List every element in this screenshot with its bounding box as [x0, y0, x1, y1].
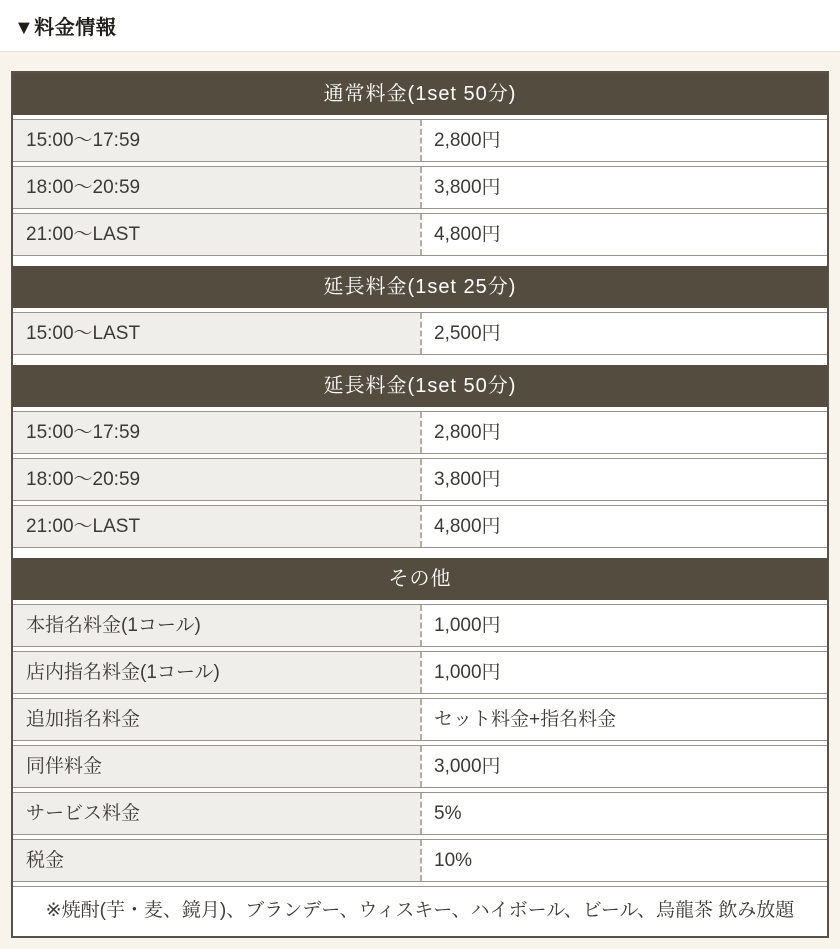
- table-row: [13, 698, 827, 741]
- row-value: 3,000円: [420, 746, 827, 787]
- table-row: [13, 312, 827, 355]
- row-label: 15:00〜17:59: [13, 120, 420, 161]
- row-value: 2,500円: [420, 313, 827, 354]
- row-label: 21:00〜LAST: [13, 506, 420, 547]
- table-row: [13, 651, 827, 694]
- price-section: [13, 73, 827, 256]
- row-label: 18:00〜20:59: [13, 167, 420, 208]
- page-title: ▼料金情報: [14, 17, 117, 39]
- table-row: [13, 839, 827, 882]
- row-label: 18:00〜20:59: [13, 459, 420, 500]
- drink-plan-note: ※焼酎(芋・麦、鏡月)、ブランデー、ウィスキー、ハイボール、ビール、烏龍茶 飲み放題: [13, 886, 827, 936]
- table-row: [13, 792, 827, 835]
- row-label: 同伴料金: [13, 746, 420, 787]
- price-section: [13, 365, 827, 548]
- table-row: [13, 411, 827, 454]
- price-section: [13, 266, 827, 355]
- price-section: [13, 558, 827, 882]
- table-row: [13, 604, 827, 647]
- table-row: [13, 166, 827, 209]
- table-row: [13, 458, 827, 501]
- section-header: 延長料金(1set 50分): [13, 365, 827, 407]
- price-table: [11, 71, 829, 938]
- row-label: サービス料金: [13, 793, 420, 834]
- table-row: [13, 213, 827, 256]
- row-value: 1,000円: [420, 652, 827, 693]
- row-value: 2,800円: [420, 120, 827, 161]
- row-label: 15:00〜LAST: [13, 313, 420, 354]
- section-header: 通常料金(1set 50分): [13, 73, 827, 115]
- section-header: その他: [13, 558, 827, 600]
- table-row: [13, 745, 827, 788]
- row-value: 10%: [420, 840, 827, 881]
- table-row: [13, 505, 827, 548]
- row-label: 15:00〜17:59: [13, 412, 420, 453]
- row-value: 3,800円: [420, 167, 827, 208]
- row-value: 1,000円: [420, 605, 827, 646]
- section-header: 延長料金(1set 25分): [13, 266, 827, 308]
- row-value: 4,800円: [420, 506, 827, 547]
- row-value: 3,800円: [420, 459, 827, 500]
- row-value: 5%: [420, 793, 827, 834]
- row-value: セット料金+指名料金: [420, 699, 827, 740]
- row-label: 本指名料金(1コール): [13, 605, 420, 646]
- table-row: [13, 119, 827, 162]
- content-area: [0, 52, 840, 949]
- row-value: 4,800円: [420, 214, 827, 255]
- page-title-bar: [0, 0, 840, 52]
- row-label: 税金: [13, 840, 420, 881]
- row-label: 店内指名料金(1コール): [13, 652, 420, 693]
- row-label: 追加指名料金: [13, 699, 420, 740]
- row-value: 2,800円: [420, 412, 827, 453]
- row-label: 21:00〜LAST: [13, 214, 420, 255]
